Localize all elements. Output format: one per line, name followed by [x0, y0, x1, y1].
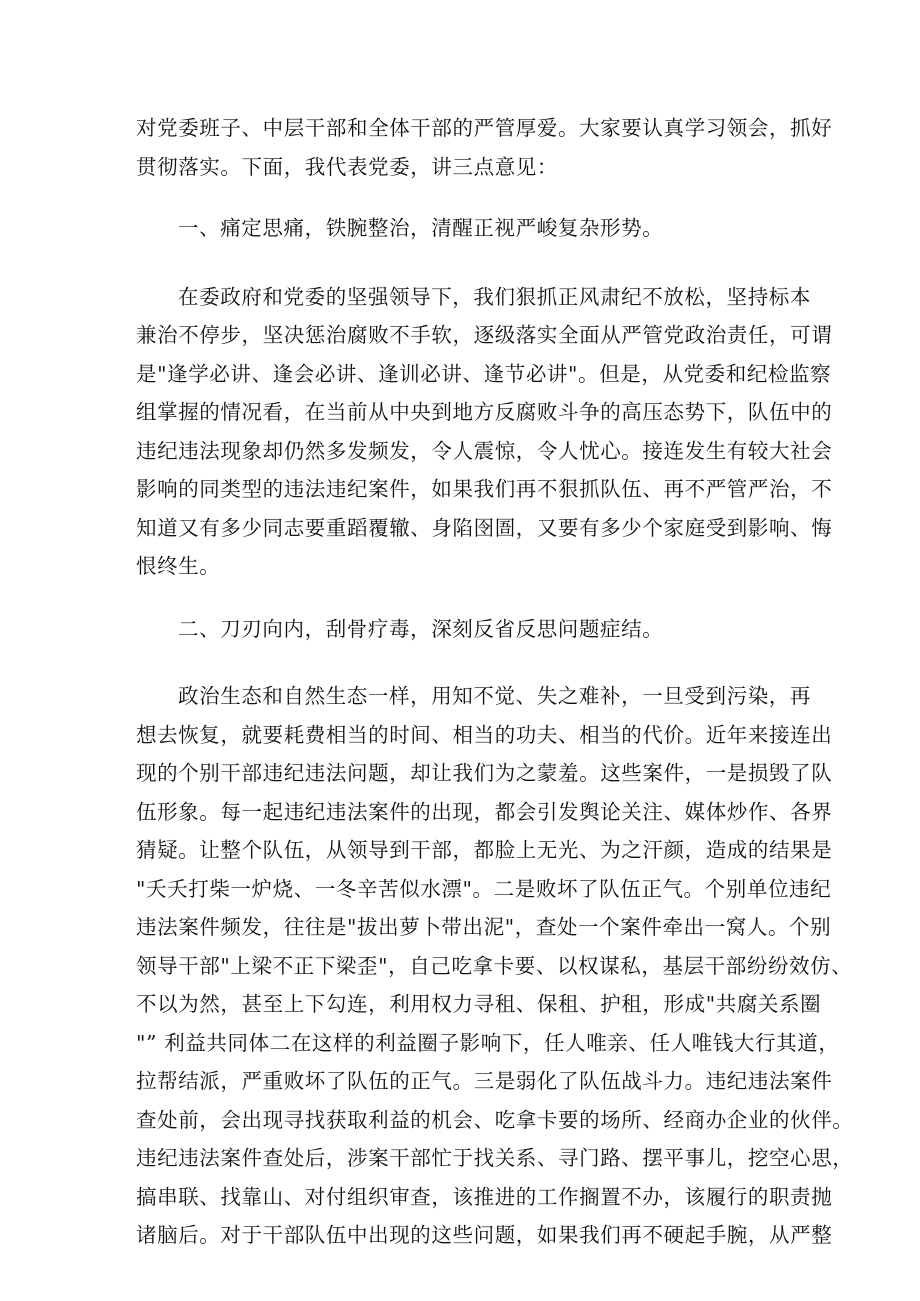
para-2-line-4: 伍形象。每一起违纪违法案件的出现，都会引发舆论关注、媒体炒作、各界 — [136, 800, 833, 824]
para-2-line-12: 查处前，会出现寻找获取利益的机会、吃拿卡要的场所、经商办企业的伙伴。 — [136, 1108, 854, 1132]
para-2-line-8: 领导干部"上梁不正下梁歪"，自己吃拿卡要、以权谋私，基层干部纷纷效仿、 — [136, 954, 853, 978]
intro-line-1: 对党委班子、中层干部和全体干部的严管厚爱。大家要认真学习领会，抓好 — [136, 116, 833, 140]
para-2-line-1: 政治生态和自然生态一样，用知不觉、失之难补，一旦受到污染，再 — [178, 684, 811, 708]
para-2-line-7: 违法案件频发，往往是"拔出萝卜带出泥"，查处一个案件牵出一窝人。个别 — [136, 915, 832, 939]
para-1-line-1: 在委政府和党委的坚强领导下，我们狠抓正风肃纪不放松，坚持标本 — [178, 285, 811, 309]
section-heading-1: 一、痛定思痛，铁腕整治，清醒正视严峻复杂形势。 — [178, 216, 664, 240]
para-2-line-2: 想去恢复，就要耗费相当的时间、相当的功夫、相当的代价。近年来接连出 — [136, 723, 833, 747]
intro-line-2: 贯彻落实。下面，我代表党委，讲三点意见： — [136, 155, 558, 179]
para-1-line-5: 违纪违法现象却仍然多发频发，令人震惊，令人忧心。接连发生有较大社会 — [136, 439, 833, 463]
para-1-line-7: 知道又有多少同志要重蹈覆辙、身陷囹圄，又要有多少个家庭受到影响、悔 — [136, 516, 833, 540]
para-2-line-3: 现的个别干部违纪违法问题，却让我们为之蒙羞。这些案件，一是损毁了队 — [136, 761, 833, 785]
para-2-line-13: 违纪违法案件查处后，涉案干部忙于找关系、寻门路、摆平事儿，挖空心思， — [136, 1146, 854, 1170]
para-1-line-8: 恨终生。 — [136, 554, 221, 578]
para-2-line-10: "” 利益共同体二在这样的利益圈子影响下，任人唯亲、任人唯钱大行其道， — [136, 1031, 840, 1055]
para-1-line-4: 组掌握的情况看，在当前从中央到地方反腐败斗争的高压态势下，队伍中的 — [136, 400, 833, 424]
para-1-line-6: 影响的同类型的违法违纪案件，如果我们再不狠抓队伍、再不严管严治，不 — [136, 477, 833, 501]
para-2-line-14: 搞串联、找靠山、对付组织审查，该推进的工作搁置不办，该履行的职责抛 — [136, 1185, 833, 1209]
para-2-line-11: 拉帮结派，严重败坏了队伍的正气。三是弱化了队伍战斗力。违纪违法案件 — [136, 1069, 833, 1093]
para-2-line-15: 诸脑后。对于干部队伍中出现的这些问题，如果我们再不硬起手腕，从严整 — [136, 1223, 833, 1247]
para-1-line-3: 是"逢学必讲、逢会必讲、逢训必讲、逢节必讲"。但是，从党委和纪检监察 — [136, 362, 832, 386]
section-heading-2: 二、刀刃向内，刮骨疗毒，深刻反省反思问题症结。 — [178, 617, 664, 641]
para-2-line-6: "夭夭打柴一炉烧、一冬辛苦似水漂"。二是败坏了队伍正气。个别单位违纪 — [136, 877, 832, 901]
para-2-line-9: 不以为然，甚至上下勾连，利用权力寻租、保租、护租，形成"共腐关系圈 — [136, 992, 822, 1016]
para-2-line-5: 猜疑。让整个队伍，从领导到干部，都脸上无光、为之汗颜，造成的结果是 — [136, 838, 833, 862]
para-1-line-2: 兼治不停步，坚决惩治腐败不手软，逐级落实全面从严管党政治责任，可谓 — [136, 323, 833, 347]
